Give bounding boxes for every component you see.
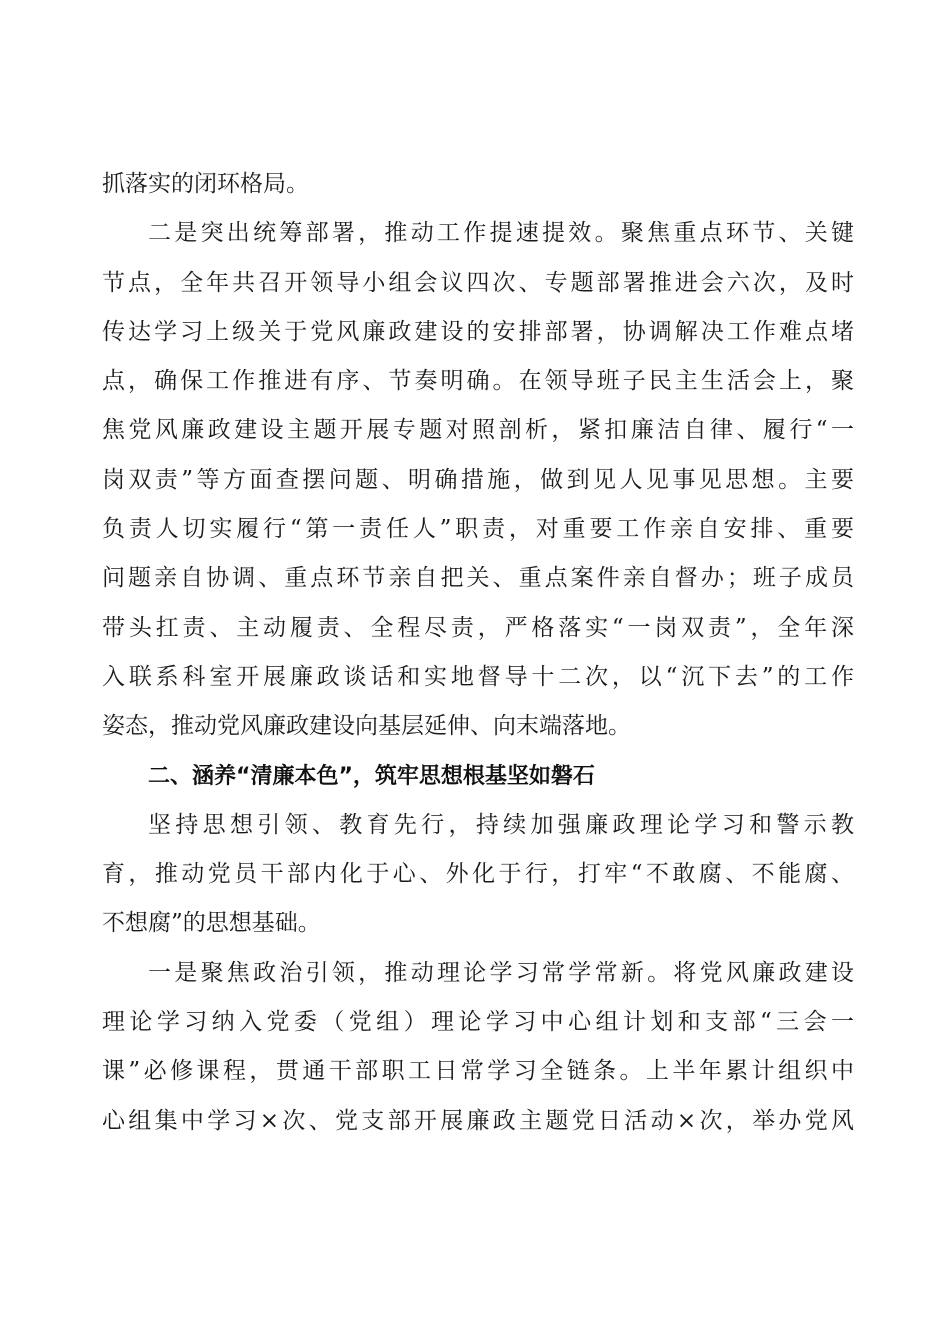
paragraph-line: 心组集中学习×次、党支部开展廉政主题党日活动×次，举办党风 [102,1107,854,1134]
paragraph-line: 课”必修课程，贯通干部职工日常学习全链条。上半年累计组织中 [102,1058,854,1085]
paragraph-line: 育，推动党员干部内化于心、外化于行，打牢“不敢腐、不能腐、 [102,861,854,888]
paragraph-line: 节点，全年共召开领导小组会议四次、专题部署推进会六次，及时 [102,269,854,296]
paragraph-line: 问题亲自协调、重点环节亲自把关、重点案件亲自督办；班子成员 [102,565,854,592]
paragraph-line: 岗双责”等方面查摆问题、明确措施，做到见人见事见思想。主要 [102,466,854,493]
paragraph-line: 不想腐”的思想基础。 [102,910,321,937]
paragraph-line: 点，确保工作推进有序、节奏明确。在领导班子民主生活会上，聚 [102,368,854,395]
paragraph-line: 一是聚焦政治引领，推动理论学习常学常新。将党风廉政建设 [148,959,854,986]
paragraph-continuation-line: 抓落实的闭环格局。 [102,171,309,197]
document-body [102,160,854,1146]
paragraph-line: 二是突出统筹部署，推动工作提速提效。聚焦重点环节、关键 [148,220,854,247]
paragraph-line: 入联系科室开展廉政谈话和实地督导十二次，以“沉下去”的工作 [102,663,854,690]
paragraph-line: 坚持思想引领、教育先行，持续加强廉政理论学习和警示教 [148,811,854,838]
paragraph-line: 姿态，推动党风廉政建设向基层延伸、向末端落地。 [102,713,631,740]
paragraph-line: 焦党风廉政建设主题开展专题对照剖析，紧扣廉洁自律、履行“一 [102,417,854,444]
paragraph-line: 理论学习纳入党委（党组）理论学习中心组计划和支部“三会一 [102,1009,854,1036]
paragraph-line: 传达学习上级关于党风廉政建设的安排部署，协调解决工作难点堵 [102,318,854,345]
paragraph-line: 带头扛责、主动履责、全程尽责，严格落实“一岗双责”，全年深 [102,614,854,641]
section-heading: 二、涵养“清廉本色”，筑牢思想根基坚如磐石 [148,763,595,789]
paragraph-line: 负责人切实履行“第一责任人”职责，对重要工作亲自安排、重要 [102,516,854,543]
